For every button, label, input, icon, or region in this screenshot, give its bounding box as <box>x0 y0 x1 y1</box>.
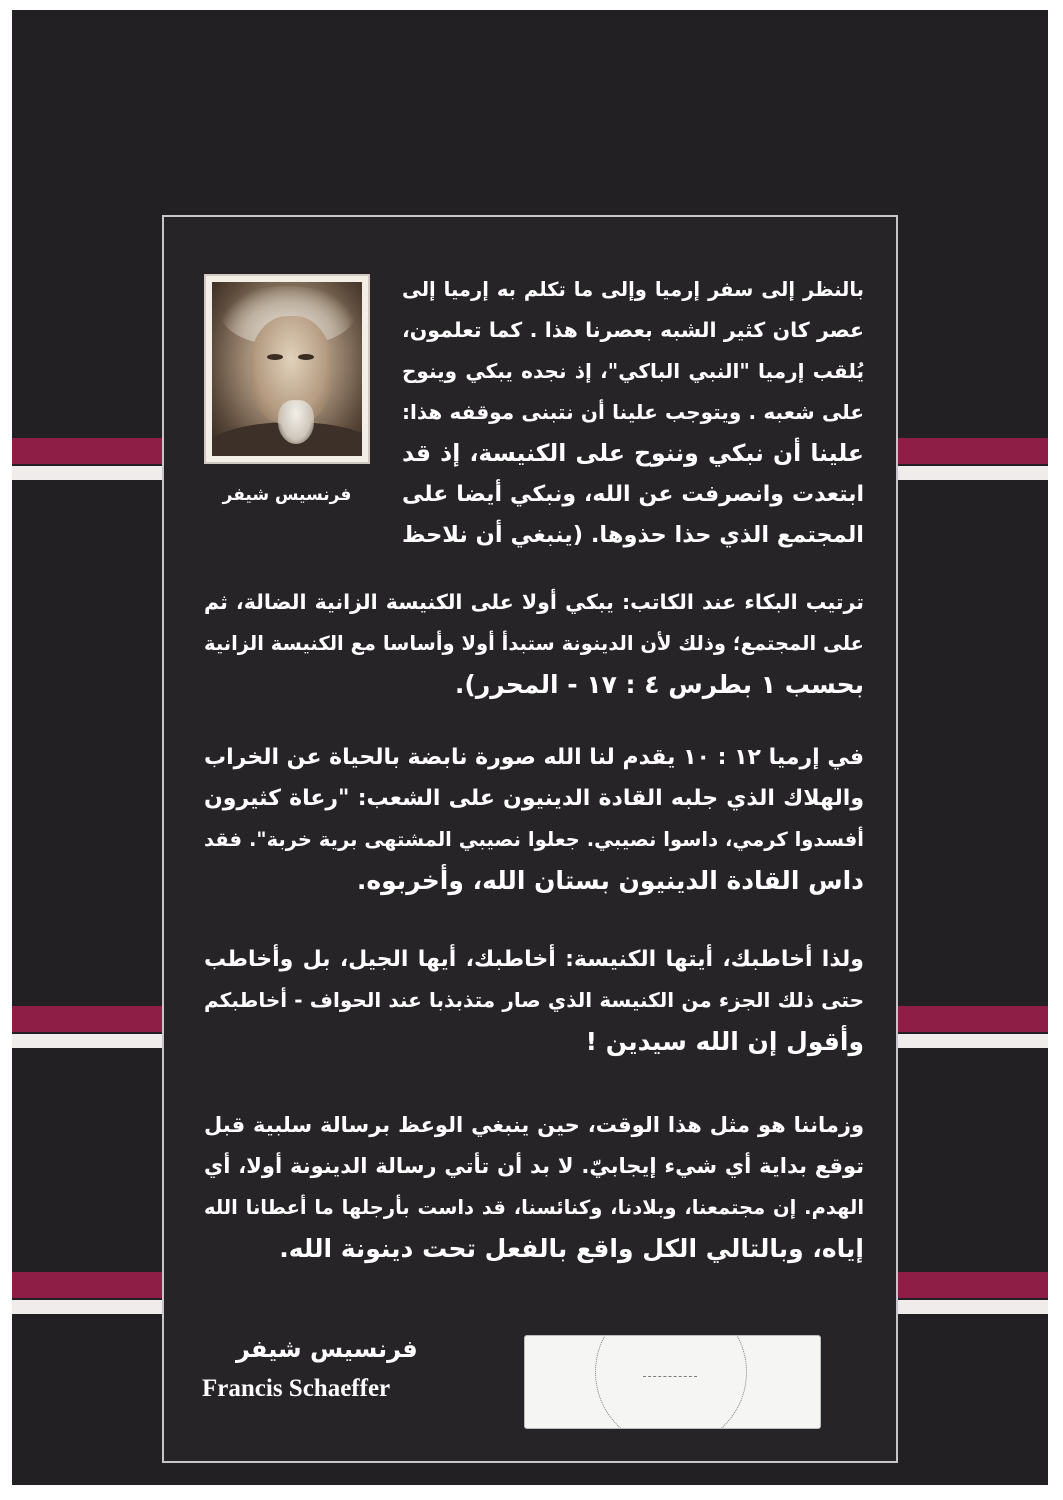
text-line: بحسب ١ بطرس ٤ : ١٧ - المحرر). <box>454 670 864 699</box>
paragraph-2 <box>204 737 864 901</box>
text-line: ولذا أخاطبك، أيتها الكنيسة: أخاطبك، أيها الجيل، بل وأخاطب <box>204 947 864 972</box>
photo-caption: فرنسيس شيفر <box>222 485 352 505</box>
text-line: عصر كان كثير الشبه بعصرنا هذا . كما تعلمون، <box>402 318 864 342</box>
text-line: على شعبه . ويتوجب علينا أن نتبنى موقفه هذا: <box>402 400 864 424</box>
text-line: والهلاك الذي جلبه القادة الدينيون على الشعب: "رعاة كثيرون <box>204 786 864 811</box>
paragraph-4 <box>204 1105 864 1269</box>
text-line: توقع بداية أي شيء إيجابيّ. لا بد أن تأتي رسالة الدينونة أولا، أي <box>204 1154 864 1178</box>
text-line: أفسدوا كرمي، داسوا نصيبي. جعلوا نصيبي المشتهى برية خربة". فقد <box>204 828 864 851</box>
text-line: ابتعدت وانصرفت عن الله، ونبكي أيضا على <box>402 482 864 507</box>
signature-arabic: فرنسيس شيفر <box>236 1335 418 1363</box>
library-sticker <box>524 1335 821 1429</box>
text-line: حتى ذلك الجزء من الكنيسة الذي صار متذبذبا عند الحواف - أخاطبكم <box>204 988 864 1012</box>
text-line: المجتمع الذي حذا حذوها. (ينبغي أن نلاحظ <box>402 522 864 548</box>
text-line: ترتيب البكاء عند الكاتب: يبكي أولا على الكنيسة الزانية الضالة، ثم <box>204 590 864 614</box>
signature-english: Francis Schaeffer <box>202 1375 391 1402</box>
text-line: وزماننا هو مثل هذا الوقت، حين ينبغي الوعظ برسالة سلبية قبل <box>204 1113 864 1137</box>
text-line: بالنظر إلى سفر إرميا وإلى ما تكلم به إرميا إلى <box>402 278 864 301</box>
text-line: وأقول إن الله سيدين ! <box>585 1027 864 1056</box>
text-line: الهدم. إن مجتمعنا، وبلادنا، وكنائسنا، قد داست بأرجلها ما أعطانا الله <box>204 1196 864 1219</box>
stamp-mark-inner <box>643 1342 697 1377</box>
book-back-cover <box>12 10 1048 1485</box>
paragraph-3 <box>204 939 864 1062</box>
text-panel <box>162 215 898 1463</box>
text-line: على المجتمع؛ وذلك لأن الدينونة ستبدأ أولا وأساسا مع الكنيسة الزانية <box>204 632 864 655</box>
text-line: داس القادة الدينيون بستان الله، وأخربوه. <box>356 866 864 895</box>
text-line: إياه، وبالتالي الكل واقع بالفعل تحت دينونة الله. <box>279 1234 864 1263</box>
text-line: علينا أن نبكي وننوح على الكنيسة، إذ قد <box>402 439 864 467</box>
text-line: يُلقب إرميا "النبي الباكي"، إذ نجده يبكي وينوح <box>402 359 864 383</box>
text-line: في إرميا ١٢ : ١٠ يقدم لنا الله صورة نابضة بالحياة عن الخراب <box>204 745 865 770</box>
intro-paragraph <box>204 269 864 556</box>
paragraph-1 <box>204 582 864 705</box>
